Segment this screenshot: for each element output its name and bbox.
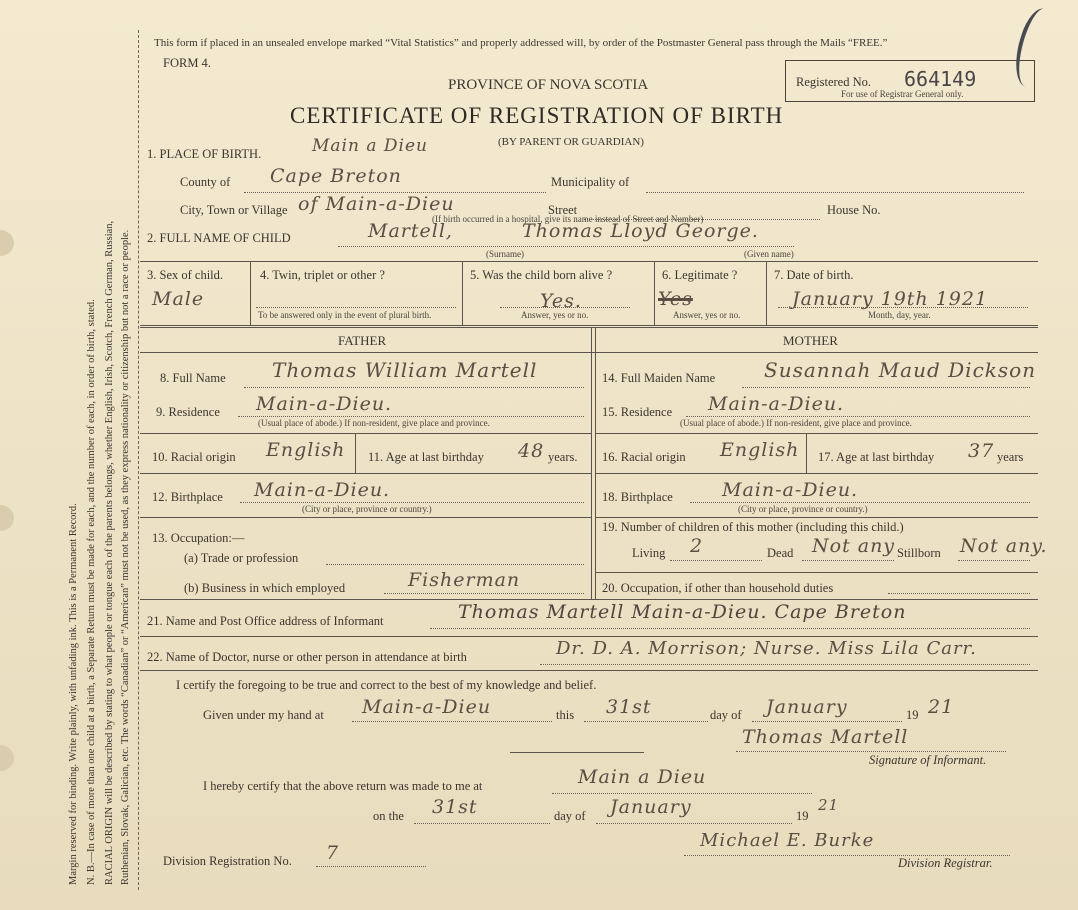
mother-age: 37	[968, 440, 995, 462]
registrar-day-of-label: day of	[554, 809, 586, 823]
father-name: Thomas William Martell	[272, 358, 538, 382]
father-business: Fisherman	[408, 569, 521, 591]
certify-month: January	[766, 696, 848, 718]
punch-hole	[0, 230, 14, 256]
dead-label: Dead	[767, 546, 794, 560]
informant-label: 21. Name and Post Office address of Informant	[147, 614, 384, 628]
city-value: of Main-a-Dieu	[298, 193, 455, 215]
street-label: Street	[548, 203, 578, 217]
alive-value: Yes.	[540, 290, 582, 312]
margin-note: RACIAL ORIGIN will be described by stating to what people or tongue each of the parents belongs, whether English, Irish, Scotch, French German, Russian,	[104, 220, 115, 885]
certificate-subtitle: (BY PARENT OR GUARDIAN)	[498, 136, 644, 148]
stillborn-label: Stillborn	[897, 546, 941, 560]
municipality-label: Municipality of	[551, 175, 630, 189]
registered-box	[785, 60, 1035, 102]
certificate-title: CERTIFICATE OF REGISTRATION OF BIRTH	[290, 103, 784, 128]
mother-residence-note: (Usual place of abode.) If non-resident, give place and province.	[680, 418, 912, 428]
registered-label: Registered No.	[796, 75, 871, 89]
date-of-birth-value: January 19th 1921	[792, 288, 989, 310]
mother-residence-label: 15. Residence	[602, 405, 673, 419]
certify-day: 31st	[606, 696, 652, 718]
living-value: 2	[690, 535, 704, 557]
house-no-label: House No.	[827, 203, 881, 217]
father-birthplace: Main-a-Dieu.	[254, 479, 391, 501]
surname-note: (Surname)	[486, 249, 524, 259]
mother-name: Susannah Maud Dickson	[764, 358, 1037, 382]
given-place: Main-a-Dieu	[362, 696, 492, 718]
division-registration-label: Division Registration No.	[163, 854, 292, 868]
legitimate-label: 6. Legitimate ?	[662, 268, 738, 282]
registrar-year: 21	[818, 796, 840, 814]
father-racial-label: 10. Racial origin	[152, 450, 236, 464]
on-the-label: on the	[373, 809, 404, 823]
punch-hole	[0, 505, 14, 531]
mother-residence: Main-a-Dieu.	[708, 393, 845, 415]
father-birthplace-note: (City or place, province or country.)	[302, 504, 432, 514]
city-label: City, Town or Village	[180, 203, 288, 217]
mother-racial-label: 16. Racial origin	[602, 450, 686, 464]
form-number: FORM 4.	[163, 56, 211, 70]
father-age-label: 11. Age at last birthday	[368, 450, 484, 464]
date-of-birth-label: 7. Date of birth.	[774, 268, 854, 282]
mother-children-label: 19. Number of children of this mother (including this child.)	[602, 520, 904, 534]
doctor-value: Dr. D. A. Morrison; Nurse. Miss Lila Carr.	[556, 638, 977, 659]
informant-signature: Thomas Martell	[742, 726, 909, 748]
mother-years-label: years	[997, 450, 1024, 464]
doctor-label: 22. Name of Doctor, nurse or other person in attendance at birth	[147, 650, 467, 664]
day-of-label: day of	[710, 708, 742, 722]
mother-occupation-label: 20. Occupation, if other than household duties	[602, 581, 834, 595]
registrar-place: Main a Dieu	[578, 766, 707, 788]
place-of-birth-value: Main a Dieu	[312, 136, 428, 156]
certify-statement: I certify the foregoing to be true and correct to the best of my knowledge and belief.	[176, 678, 597, 692]
father-birthplace-label: 12. Birthplace	[152, 490, 223, 504]
father-residence-note: (Usual place of abode.) If non-resident, give place and province.	[258, 418, 490, 428]
date-note: Month, day, year.	[868, 310, 931, 320]
father-racial: English	[266, 439, 346, 461]
given-under-label: Given under my hand at	[203, 708, 324, 722]
legitimate-note: Answer, yes or no.	[673, 310, 741, 320]
father-residence-label: 9. Residence	[156, 405, 220, 419]
division-registrar-label: Division Registrar.	[898, 856, 993, 870]
signature-of-informant-label: Signature of Informant.	[869, 753, 987, 767]
father-occupation-label: 13. Occupation:—	[152, 531, 245, 545]
punch-hole	[0, 745, 14, 771]
father-trade-label: (a) Trade or profession	[184, 551, 299, 565]
child-name-label: 2. FULL NAME OF CHILD	[147, 231, 291, 245]
registrar-signature: Michael E. Burke	[700, 830, 875, 851]
hospital-note: (If birth occurred in a hospital, give its name instead of Street and Number)	[432, 214, 704, 224]
place-of-birth-label: 1. PLACE OF BIRTH.	[147, 147, 262, 161]
sex-label: 3. Sex of child.	[147, 268, 224, 282]
sex-value: Male	[152, 288, 205, 310]
division-registration-no: 7	[326, 842, 340, 864]
registrar-note: For use of Registrar General only.	[841, 89, 964, 99]
child-surname: Martell,	[368, 220, 453, 242]
county-label: County of	[180, 175, 231, 189]
father-age: 48	[518, 440, 545, 462]
mail-note: This form if placed in an unsealed envelope marked “Vital Statistics” and properly addressed will, by order of the Postmaster General pass through the Mails “FREE.”	[154, 37, 888, 49]
twin-label: 4. Twin, triplet or other ?	[260, 268, 385, 282]
mother-name-label: 14. Full Maiden Name	[602, 371, 716, 385]
mother-heading: MOTHER	[783, 333, 838, 348]
informant-value: Thomas Martell Main-a-Dieu. Cape Breton	[458, 601, 907, 623]
mother-birthplace-note: (City or place, province or country.)	[738, 504, 868, 514]
dead-value: Not any	[812, 535, 896, 557]
father-heading: FATHER	[338, 333, 387, 348]
father-name-label: 8. Full Name	[160, 371, 226, 385]
registrar-month: January	[610, 796, 692, 818]
margin-note: Margin reserved for binding. Write plainly, with unfading ink. This is a Permanent Record.	[68, 503, 79, 885]
margin-note: Ruthenian, Slovak, Galician, etc. The words “Canadian” or “American” must not be used, as they express nationality or citizenship but not a race or people.	[120, 229, 131, 885]
mother-racial: English	[720, 439, 800, 461]
father-residence: Main-a-Dieu.	[256, 393, 393, 415]
registrar-statement: I hereby certify that the above return was made to me at	[203, 779, 483, 793]
province-heading: PROVINCE OF NOVA SCOTIA	[448, 77, 649, 93]
child-given-name: Thomas Lloyd George.	[522, 220, 759, 242]
twin-note: To be answered only in the event of plural birth.	[258, 310, 432, 320]
mother-age-label: 17. Age at last birthday	[818, 450, 935, 464]
stillborn-value: Not any.	[960, 535, 1048, 557]
father-years-label: years.	[548, 450, 578, 464]
legitimate-value: Yes	[658, 288, 693, 310]
registrar-year-prefix: 19	[796, 809, 809, 823]
margin-note: N. B.—In case of more than one child at a birth, a Separate Return must be made for each, and the number of each, in order of birth, stated.	[86, 299, 97, 885]
year-prefix: 19	[906, 708, 919, 722]
registered-number: 664149	[904, 67, 977, 91]
mother-birthplace-label: 18. Birthplace	[602, 490, 673, 504]
alive-note: Answer, yes or no.	[521, 310, 589, 320]
alive-label: 5. Was the child born alive ?	[470, 268, 613, 282]
county-value: Cape Breton	[270, 165, 402, 187]
registrar-day: 31st	[432, 796, 478, 818]
father-business-label: (b) Business in which employed	[184, 581, 346, 595]
this-label: this	[556, 708, 575, 722]
binding-margin-rule	[138, 30, 139, 890]
living-label: Living	[632, 546, 666, 560]
mother-birthplace: Main-a-Dieu.	[722, 479, 859, 501]
certify-year: 21	[928, 696, 955, 718]
given-name-note: (Given name)	[744, 249, 794, 259]
